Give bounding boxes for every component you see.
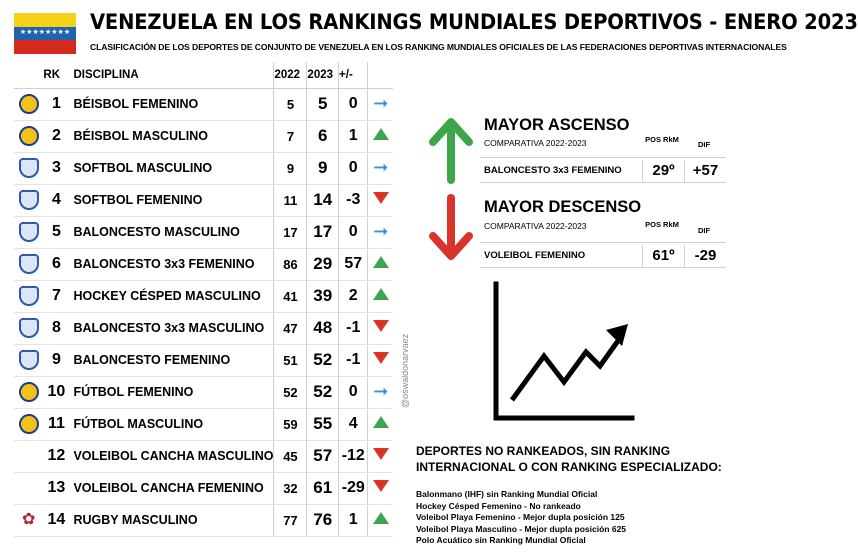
table-row: [14, 216, 393, 248]
mayor-ascenso-dif: +57: [684, 160, 726, 182]
football-logo-icon: [19, 382, 39, 402]
volleyball-logo-icon: [17, 480, 41, 496]
row-disciplina: VOLEIBOL CANCHA FEMENINO: [69, 472, 274, 504]
row-indicator: [368, 344, 393, 376]
rugby-logo-icon: ✿: [22, 511, 36, 528]
row-indicator: [368, 88, 393, 120]
row-rk: 11: [43, 408, 69, 440]
row-dif: 0: [339, 216, 368, 248]
row-disciplina: BALONCESTO FEMENINO: [69, 344, 274, 376]
row-rk: 5: [43, 216, 69, 248]
list-item: Voleibol Playa Masculino - Mejor dupla posición 625: [416, 523, 627, 534]
row-2023: 39: [307, 280, 339, 312]
baseball-logo-icon: [19, 126, 39, 146]
row-2022: 17: [274, 216, 307, 248]
red-down-arrow-icon: [428, 196, 474, 262]
mayor-descenso-subtitle: COMPARATIVA 2022-2023: [484, 221, 587, 231]
row-2022: 45: [274, 440, 307, 472]
row-indicator: [368, 472, 393, 504]
mayor-descenso-title: MAYOR DESCENSO: [484, 198, 642, 216]
venezuela-flag-icon: [14, 13, 76, 54]
row-disciplina: BÉISBOL FEMENINO: [69, 88, 274, 120]
mayor-ascenso-title: MAYOR ASCENSO: [484, 116, 630, 134]
row-2023: 48: [307, 312, 339, 344]
row-logo-cell: [14, 248, 43, 280]
table-row: [14, 408, 393, 440]
row-logo-cell: [14, 376, 43, 408]
row-rk: 8: [43, 312, 69, 344]
trend-down-icon: [373, 480, 389, 492]
row-rk: 2: [43, 120, 69, 152]
table-row: [14, 280, 393, 312]
page-subtitle: CLASIFICACIÓN DE LOS DEPORTES DE CONJUNTO DE VENEZUELA EN LOS RANKING MUNDIALES OFICIALES DE LAS FEDERACIONES DEPORTIVAS INTERNACIONALES: [90, 42, 787, 52]
row-indicator: [368, 216, 393, 248]
row-2022: 11: [274, 184, 307, 216]
table-row: [14, 120, 393, 152]
row-dif: -12: [339, 440, 368, 472]
row-dif: 2: [339, 280, 368, 312]
row-rk: 14: [43, 504, 69, 536]
row-indicator: [368, 248, 393, 280]
table-row: [14, 152, 393, 184]
mayor-descenso-row: [480, 242, 726, 268]
row-2022: 77: [274, 504, 307, 536]
row-rk: 1: [43, 88, 69, 120]
softball-logo-icon: [19, 158, 39, 178]
row-disciplina: BALONCESTO 3x3 MASCULINO: [69, 312, 274, 344]
row-indicator: [368, 408, 393, 440]
row-dif: 1: [339, 120, 368, 152]
row-dif: -1: [339, 344, 368, 376]
row-indicator: [368, 376, 393, 408]
baseball-logo-icon: [19, 94, 39, 114]
header-2023: 2023: [307, 62, 339, 88]
table-row: [14, 248, 393, 280]
row-logo-cell: [14, 344, 43, 376]
softball-logo-icon: [19, 190, 39, 210]
row-rk: 12: [43, 440, 69, 472]
row-disciplina: HOCKEY CÉSPED MASCULINO: [69, 280, 274, 312]
row-logo-cell: [14, 504, 43, 536]
row-dif: 0: [339, 376, 368, 408]
row-logo-cell: [14, 216, 43, 248]
basketball-logo-icon: [19, 222, 39, 242]
row-indicator: [368, 120, 393, 152]
row-2022: 47: [274, 312, 307, 344]
trend-chart-icon: [488, 282, 634, 426]
table-row: [14, 312, 393, 344]
table-header-row: [14, 62, 393, 88]
mayor-ascenso-pos: 29º: [642, 160, 684, 182]
row-logo-cell: [14, 312, 43, 344]
row-2023: 14: [307, 184, 339, 216]
ranking-table: [14, 62, 393, 537]
no-rankeados-list: [416, 489, 626, 547]
row-2023: 52: [307, 344, 339, 376]
trend-up-icon: [373, 256, 389, 268]
row-rk: 10: [43, 376, 69, 408]
row-logo-cell: [14, 184, 43, 216]
row-logo-cell: [14, 408, 43, 440]
row-2023: 29: [307, 248, 339, 280]
trend-up-icon: [373, 512, 389, 524]
table-row: [14, 184, 393, 216]
row-logo-cell: [14, 152, 43, 184]
row-indicator: [368, 440, 393, 472]
mayor-ascenso-pos-header: POS RkM: [645, 135, 679, 144]
row-disciplina: SOFTBOL FEMENINO: [69, 184, 274, 216]
row-dif: -1: [339, 312, 368, 344]
mayor-ascenso-subtitle: COMPARATIVA 2022-2023: [484, 138, 587, 148]
row-2023: 5: [307, 88, 339, 120]
row-2023: 55: [307, 408, 339, 440]
row-logo-cell: [14, 472, 43, 504]
trend-up-icon: [373, 128, 389, 140]
row-logo-cell: [14, 120, 43, 152]
row-2023: 6: [307, 120, 339, 152]
table-row: [14, 504, 393, 536]
row-2022: 59: [274, 408, 307, 440]
row-rk: 13: [43, 472, 69, 504]
trend-up-icon: [373, 416, 389, 428]
table-row: [14, 344, 393, 376]
row-disciplina: BÉISBOL MASCULINO: [69, 120, 274, 152]
row-2022: 32: [274, 472, 307, 504]
header-logo: [14, 62, 43, 88]
row-2023: 9: [307, 152, 339, 184]
header-indicator: [368, 62, 393, 88]
trend-down-icon: [373, 352, 389, 364]
row-dif: 1: [339, 504, 368, 536]
row-dif: 4: [339, 408, 368, 440]
hockey-logo-icon: [19, 286, 39, 306]
row-2023: 52: [307, 376, 339, 408]
row-2023: 17: [307, 216, 339, 248]
trend-down-icon: [373, 192, 389, 204]
row-rk: 6: [43, 248, 69, 280]
row-rk: 4: [43, 184, 69, 216]
green-up-arrow-icon: [428, 116, 474, 182]
mayor-ascenso-name: BALONCESTO 3x3 FEMENINO: [484, 165, 622, 176]
row-disciplina: VOLEIBOL CANCHA MASCULINO: [69, 440, 274, 472]
row-2022: 52: [274, 376, 307, 408]
row-logo-cell: [14, 88, 43, 120]
trend-down-icon: [373, 320, 389, 332]
row-disciplina: RUGBY MASCULINO: [69, 504, 274, 536]
basketball-logo-icon: [19, 254, 39, 274]
row-2022: 5: [274, 88, 307, 120]
list-item: Balonmano (IHF) sin Ranking Mundial Oficial: [416, 489, 598, 499]
row-2023: 76: [307, 504, 339, 536]
row-rk: 9: [43, 344, 69, 376]
trend-same-arrow-icon: ➞: [373, 93, 389, 113]
row-disciplina: FÚTBOL MASCULINO: [69, 408, 274, 440]
trend-down-icon: [373, 448, 389, 460]
table-body: [14, 88, 393, 536]
no-rankeados-title: DEPORTES NO RANKEADOS, SIN RANKING INTERNACIONAL O CON RANKING ESPECIALIZADO:: [416, 444, 722, 474]
row-disciplina: BALONCESTO 3x3 FEMENINO: [69, 248, 274, 280]
row-indicator: [368, 184, 393, 216]
flag-stars: ★★★★★★★★: [19, 29, 71, 36]
mayor-descenso-pos-header: POS RkM: [645, 220, 679, 229]
mayor-descenso-pos: 61º: [642, 245, 684, 267]
row-dif: 57: [339, 248, 368, 280]
row-2022: 51: [274, 344, 307, 376]
row-rk: 3: [43, 152, 69, 184]
trend-same-arrow-icon: ➞: [373, 157, 389, 177]
watermark: @oswaldonarvaez: [400, 333, 410, 408]
mayor-ascenso-row: [480, 157, 726, 183]
row-indicator: [368, 152, 393, 184]
header-dif: +/-: [339, 62, 368, 88]
row-2022: 41: [274, 280, 307, 312]
mayor-descenso-dif-header: DIF: [697, 226, 711, 235]
row-dif: 0: [339, 88, 368, 120]
table-row: [14, 376, 393, 408]
football-logo-icon: [19, 414, 39, 434]
mayor-ascenso-dif-header: DIF: [697, 140, 711, 149]
row-indicator: [368, 280, 393, 312]
header-2022: 2022: [274, 62, 307, 88]
row-disciplina: FÚTBOL FEMENINO: [69, 376, 274, 408]
mayor-descenso-dif: -29: [684, 245, 726, 267]
row-disciplina: SOFTBOL MASCULINO: [69, 152, 274, 184]
row-dif: -29: [339, 472, 368, 504]
row-2023: 61: [307, 472, 339, 504]
list-item: Hockey Césped Femenino - No rankeado: [416, 500, 581, 511]
trend-same-arrow-icon: ➞: [373, 381, 389, 401]
row-dif: 0: [339, 152, 368, 184]
header-disciplina: DISCIPLINA: [69, 62, 274, 88]
row-2022: 7: [274, 120, 307, 152]
trend-up-icon: [373, 288, 389, 300]
row-indicator: [368, 312, 393, 344]
table-row: [14, 472, 393, 504]
list-item: Voleibol Playa Femenino - Mejor dupla posición 125: [416, 512, 625, 522]
trend-same-arrow-icon: ➞: [373, 221, 389, 241]
row-disciplina: BALONCESTO MASCULINO: [69, 216, 274, 248]
basketball-logo-icon: [19, 318, 39, 338]
row-logo-cell: [14, 440, 43, 472]
row-indicator: [368, 504, 393, 536]
row-rk: 7: [43, 280, 69, 312]
list-item: Polo Acuático sin Ranking Mundial Oficial: [416, 535, 586, 545]
volleyball-logo-icon: [17, 448, 41, 464]
table-row: [14, 88, 393, 120]
row-2022: 86: [274, 248, 307, 280]
row-2023: 57: [307, 440, 339, 472]
header-rk: RK: [43, 62, 69, 88]
table-row: [14, 440, 393, 472]
row-logo-cell: [14, 280, 43, 312]
mayor-descenso-name: VOLEIBOL FEMENINO: [484, 250, 586, 261]
basketball-logo-icon: [19, 350, 39, 370]
row-2022: 9: [274, 152, 307, 184]
row-dif: -3: [339, 184, 368, 216]
page-title: VENEZUELA EN LOS RANKINGS MUNDIALES DEPORTIVOS - ENERO 2023: [90, 10, 858, 34]
